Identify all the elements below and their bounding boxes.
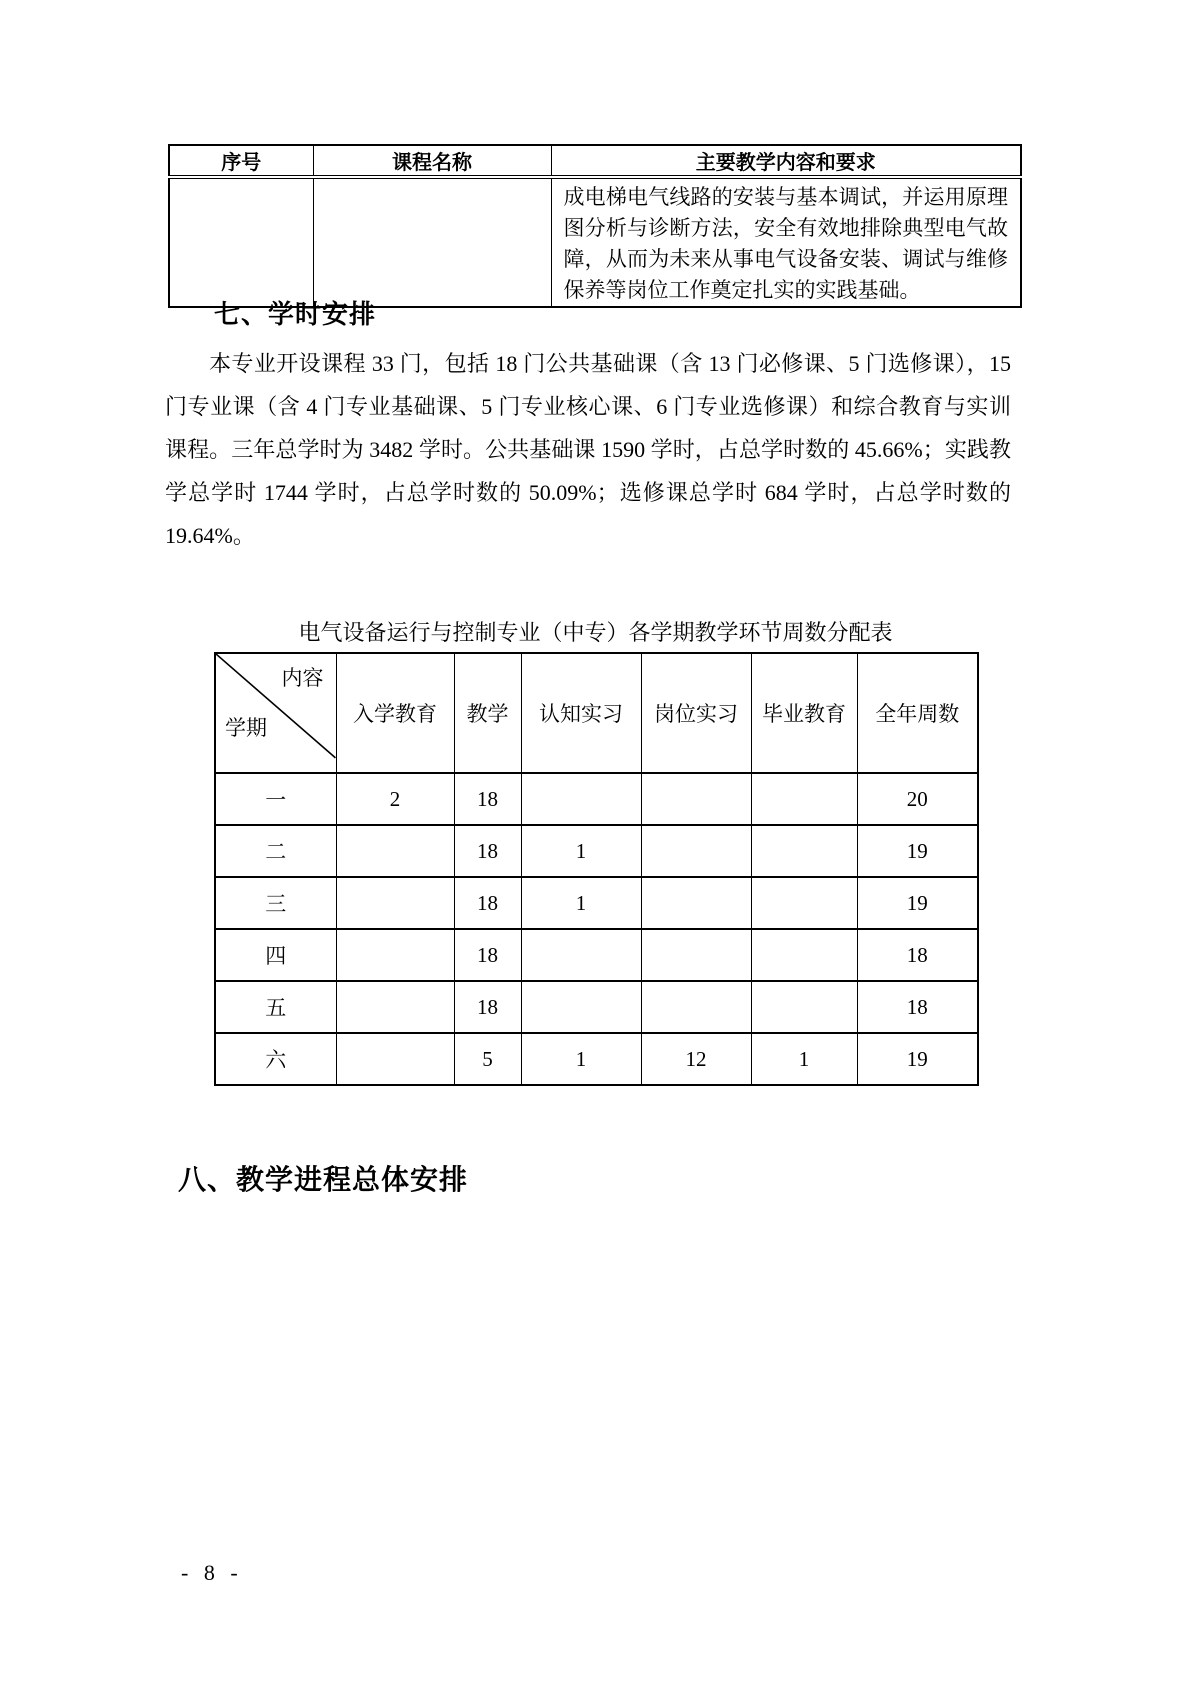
table-row [215,981,978,1033]
value-cell: 2 [336,773,454,825]
value-cell: 18 [857,981,978,1033]
semester-cell: 一 [215,773,336,825]
table-row [215,877,978,929]
value-cell: 19 [857,825,978,877]
value-cell: 1 [751,1033,857,1085]
semester-cell: 四 [215,929,336,981]
value-cell: 18 [857,929,978,981]
col-header-teaching: 教学 [454,653,521,773]
course-table-header-seq: 序号 [169,145,313,177]
table-row [215,773,978,825]
col-header-total-weeks: 全年周数 [857,653,978,773]
value-cell: 19 [857,1033,978,1085]
course-table-row [169,177,1021,307]
value-cell: 18 [454,877,521,929]
value-cell [751,929,857,981]
value-cell [751,981,857,1033]
table-row [215,1033,978,1085]
value-cell: 1 [521,1033,641,1085]
value-cell [641,877,751,929]
section7-heading: 七、学时安排 [214,299,377,329]
section7-paragraph: 本专业开设课程 33 门，包括 18 门公共基础课（含 13 门必修课、5 门选修课），15 门专业课（含 4 门专业基础课、5 门专业核心课、6 门专业选修课）和综合教育与实训课程。三年总学时为 3482 学时。公共基础课 1590 学时，占总学时数的 45.66%；实践教学总学时 1744 学时，占总学时数的 50.09%；选修课总学时 684 学时，占总学时数的 19.64%。 [165,351,1011,548]
value-cell: 18 [454,773,521,825]
value-cell: 1 [521,825,641,877]
value-cell [521,929,641,981]
schedule-table-title: 电气设备运行与控制专业（中专）各学期教学环节周数分配表 [298,620,893,645]
value-cell [521,773,641,825]
value-cell [751,825,857,877]
value-cell: 20 [857,773,978,825]
value-cell: 19 [857,877,978,929]
value-cell: 18 [454,929,521,981]
course-seq-cell [169,177,313,307]
value-cell: 12 [641,1033,751,1085]
col-header-post-practice: 岗位实习 [641,653,751,773]
page-number: - 8 - [181,1560,238,1585]
value-cell: 18 [454,825,521,877]
course-name-cell [313,177,551,307]
value-cell: 1 [521,877,641,929]
course-content-table [168,144,1022,308]
table-row [215,825,978,877]
diagonal-label-content: 内容 [281,666,324,690]
semester-cell: 二 [215,825,336,877]
semester-cell: 六 [215,1033,336,1085]
semester-weeks-table [214,652,979,1086]
semester-cell: 三 [215,877,336,929]
value-cell [521,981,641,1033]
value-cell: 18 [454,981,521,1033]
course-table-header-row [169,145,1021,177]
table-row [215,929,978,981]
value-cell [751,877,857,929]
value-cell [336,929,454,981]
course-table-header-content: 主要教学内容和要求 [551,145,1021,177]
value-cell [336,825,454,877]
value-cell [336,981,454,1033]
value-cell [336,877,454,929]
col-header-entrance-education: 入学教育 [336,653,454,773]
semester-cell: 五 [215,981,336,1033]
value-cell [336,1033,454,1085]
value-cell [641,929,751,981]
diagonal-header-cell [215,653,336,773]
value-cell: 5 [454,1033,521,1085]
col-header-graduation-education: 毕业教育 [751,653,857,773]
value-cell [641,773,751,825]
value-cell [641,981,751,1033]
col-header-cognition-practice: 认知实习 [521,653,641,773]
value-cell [751,773,857,825]
course-table-header-name: 课程名称 [313,145,551,177]
diagonal-label-semester: 学期 [225,716,267,740]
schedule-header-row [215,653,978,773]
course-content-cell: 成电梯电气线路的安装与基本调试，并运用原理图分析与诊断方法，安全有效地排除典型电气故障，从而为未来从事电气设备安装、调试与维修保养等岗位工作奠定扎实的实践基础。 [551,177,1021,307]
value-cell [641,825,751,877]
section8-heading: 八、教学进程总体安排 [178,1164,469,1195]
